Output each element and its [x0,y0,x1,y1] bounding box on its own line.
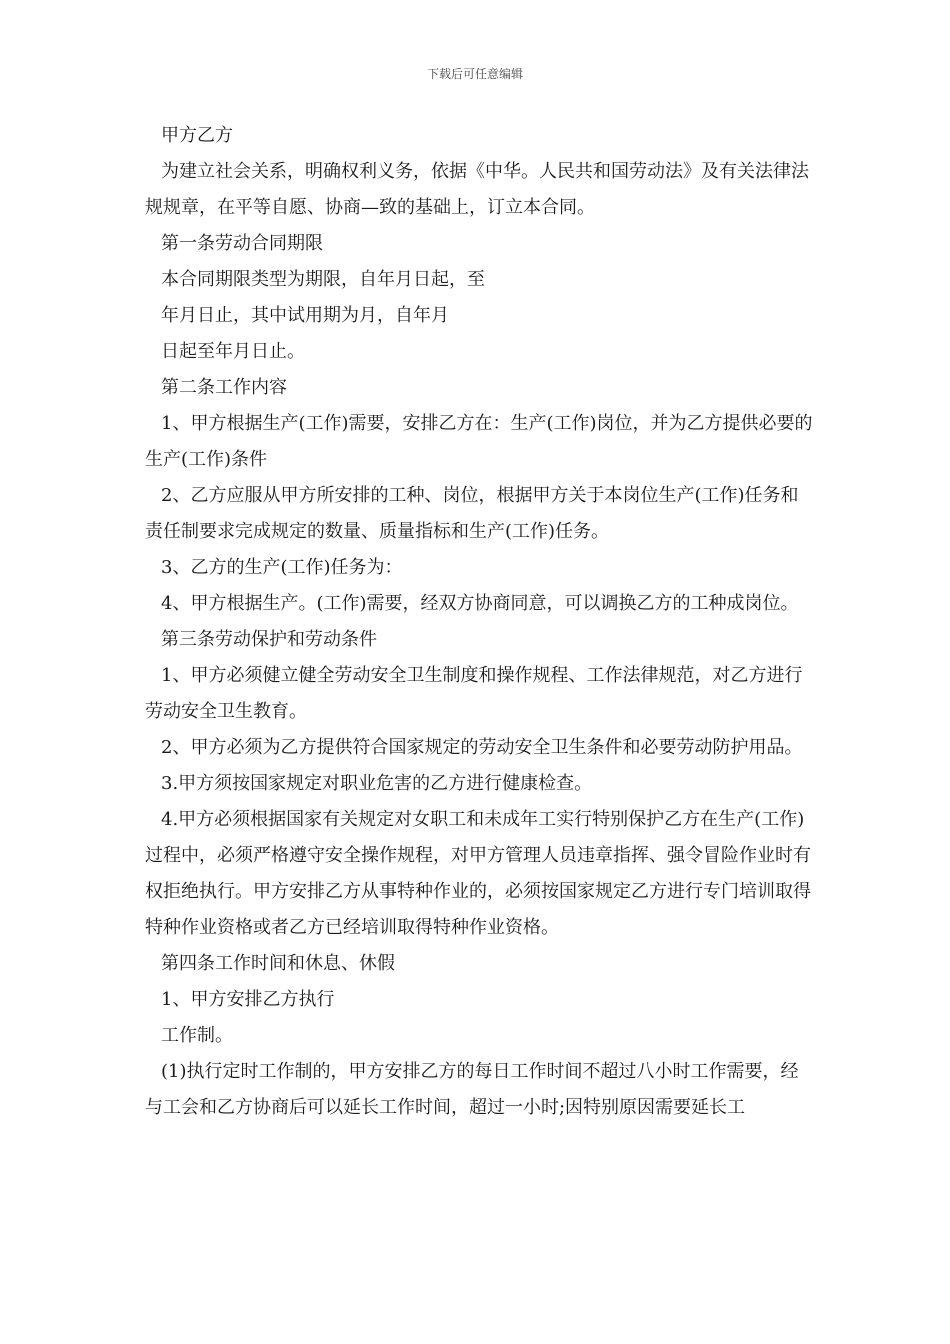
paragraph: 工作制。 [161,1025,233,1046]
paragraph: 1、甲方安排乙方执行 [161,989,335,1010]
paragraph: 2、乙方应服从甲方所安排的工种、岗位，根据甲方关于本岗位生产(工作)任务和责任制要求完成规定的数量、质量指标和生产(工作)任务。 [145,485,799,542]
paragraph: 1、甲方必须健立健全劳动安全卫生制度和操作规程、工作法律规范，对乙方进行劳动安全卫生教育。 [145,665,803,722]
paragraph: 第三条劳动保护和劳动条件 [161,629,377,650]
paragraph: 1、甲方根据生产(工作)需要，安排乙方在：生产(工作)岗位，并为乙方提供必要的生产(工作)条件 [145,413,813,470]
paragraph: 日起至年月日止。 [161,341,305,362]
paragraph: 第一条劳动合同期限 [161,233,323,254]
paragraph: 4、甲方根据生产。(工作)需要，经双方协商同意，可以调换乙方的工种成岗位。 [161,593,799,614]
paragraph: 为建立社会关系，明确权利义务，依据《中华。人民共和国劳动法》及有关法律法规规章，在平等自愿、协商—致的基础上，订立本合同。 [145,161,809,218]
paragraph: 第二条工作内容 [161,377,287,398]
paragraph: 3、乙方的生产(工作)任务为： [161,557,403,578]
page-header: 下载后可任意编辑 [426,67,523,81]
paragraph: 4.甲方必须根据国家有关规定对女职工和未成年工实行特别保护乙方在生产(工作)过程中，必须严格遵守安全操作规程，对甲方管理人员违章指挥、强令冒险作业时有权拒绝执行。甲方安排乙方从事特种作业的，必须按国家规定乙方进行专门培训取得特种作业资格或者乙方已经培训取得特种作业资格。 [145,809,811,938]
document-body [145,118,813,1126]
paragraph: 甲方乙方 [161,125,233,146]
paragraph: 3.甲方须按国家规定对职业危害的乙方进行健康检查。 [161,773,593,794]
paragraph: 本合同期限类型为期限，自年月日起，至 [161,269,485,290]
paragraph: 年月日止，其中试用期为月，自年月 [161,305,449,326]
paragraph: (1)执行定时工作制的，甲方安排乙方的每日工作时间不超过八小时工作需要，经与工会和乙方协商后可以延长工作时间，超过一小时;因特别原因需要延长工 [145,1061,799,1118]
paragraph: 2、甲方必须为乙方提供符合国家规定的劳动安全卫生条件和必要劳动防护用品。 [161,737,803,758]
paragraph: 第四条工作时间和休息、休假 [161,953,395,974]
